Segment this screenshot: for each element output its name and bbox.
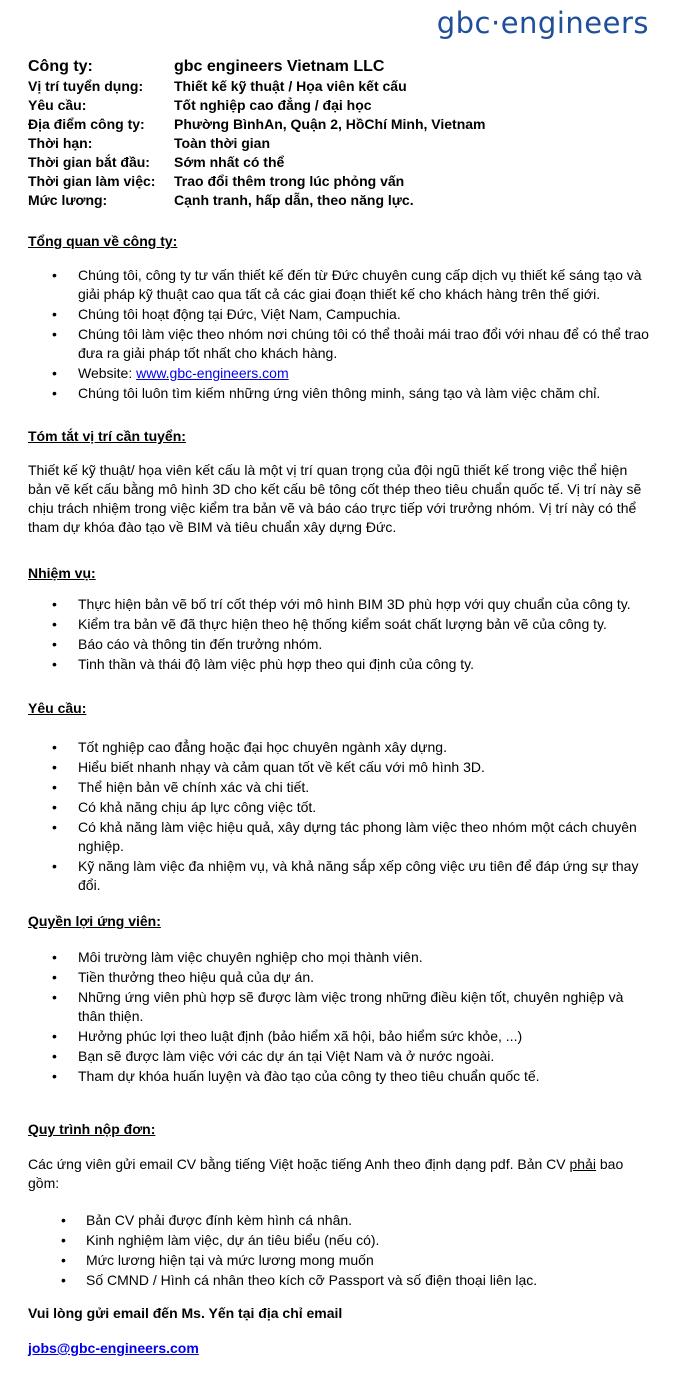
info-row-start	[28, 153, 486, 172]
list-item: • Kỹ năng làm việc đa nhiệm vụ, và khả năng sắp xếp công việc ưu tiên để đáp ứng sự thay đổi.	[28, 857, 653, 895]
list-item: • Môi trường làm việc chuyên nghiệp cho mọi thành viên.	[28, 948, 653, 967]
list-item: • Chúng tôi luôn tìm kiếm những ứng viên thông minh, sáng tạo và làm việc chăm chỉ.	[28, 384, 653, 403]
requirements-section	[28, 699, 653, 896]
info-label: Địa điểm công ty:	[28, 116, 145, 132]
list-item: • Chúng tôi, công ty tư vấn thiết kế đến từ Đức chuyên cung cấp dịch vụ thiết kế sáng tạo và giải pháp kỹ thuật cao qua tất cả các giai đoạn thiết kế cho khách hàng trên thế giới.	[28, 266, 653, 304]
section-heading: Tóm tắt vị trí cần tuyển:	[28, 428, 186, 444]
list-item: • Chúng tôi hoạt động tại Đức, Việt Nam, Campuchia.	[28, 305, 653, 324]
info-row-requirement	[28, 96, 486, 115]
info-row-position	[28, 77, 486, 96]
list-item: • Tiền thưởng theo hiệu quả của dự án.	[28, 968, 653, 987]
list-item: • Những ứng viên phù hợp sẽ được làm việc trong những điều kiện tốt, chuyên nghiệp và thân thiện.	[28, 988, 653, 1026]
info-value: Trao đổi thêm trong lúc phỏng vấn	[174, 173, 405, 189]
info-row-location	[28, 115, 486, 134]
intro-text-end: bao gồm:	[28, 1156, 624, 1191]
list-item: • Mức lương hiện tại và mức lương mong muốn	[28, 1251, 653, 1270]
section-heading: Tổng quan về công ty:	[28, 233, 178, 249]
list-item: • Kiểm tra bản vẽ đã thực hiện theo hệ thống kiểm soát chất lượng bản vẽ của công ty.	[28, 615, 653, 634]
email-link[interactable]: jobs@gbc-engineers.com	[28, 1340, 199, 1356]
info-label: Yêu cầu:	[28, 97, 87, 113]
section-heading: Nhiệm vụ:	[28, 565, 96, 581]
list-item: • Bạn sẽ được làm việc với các dự án tại Việt Nam và ở nước ngoài.	[28, 1047, 653, 1066]
duties-list	[28, 595, 653, 674]
application-section	[28, 1120, 653, 1358]
list-item: • Có khả năng làm việc hiệu quả, xây dựng tác phong làm việc theo nhóm một cách chuyên nghiệp.	[28, 818, 653, 856]
info-label: Vị trí tuyển dụng:	[28, 78, 144, 94]
info-value: Cạnh tranh, hấp dẫn, theo năng lực.	[174, 192, 414, 208]
info-label: Thời gian làm việc:	[28, 173, 156, 189]
contact-text: Vui lòng gửi email đến Ms. Yến tại địa chỉ email	[28, 1305, 343, 1321]
info-value: Thiết kế kỹ thuật / Họa viên kết cấu	[174, 78, 407, 94]
info-value: Phường BìnhAn, Quận 2, HồChí Minh, Vietnam	[174, 116, 486, 132]
info-label: Mức lương:	[28, 192, 108, 208]
info-label: Thời hạn:	[28, 135, 93, 151]
info-label: Thời gian bắt đầu:	[28, 154, 150, 170]
list-item: • Tốt nghiệp cao đẳng hoặc đại học chuyên ngành xây dựng.	[28, 738, 653, 757]
info-value: gbc engineers Vietnam LLC	[174, 58, 385, 75]
list-item: • Kinh nghiệm làm việc, dự án tiêu biểu (nếu có).	[28, 1231, 653, 1250]
duties-section	[28, 564, 653, 675]
section-heading: Quy trình nộp đơn:	[28, 1121, 156, 1137]
list-item: • Số CMND / Hình cá nhân theo kích cỡ Passport và số điện thoại liên lạc.	[28, 1271, 653, 1290]
job-info-table	[28, 56, 486, 210]
info-row-duration	[28, 134, 486, 153]
overview-list	[28, 266, 653, 403]
list-item: • Tham dự khóa huấn luyện và đào tạo của công ty theo tiêu chuẩn quốc tế.	[28, 1067, 653, 1086]
info-row-hours	[28, 172, 486, 191]
list-item: • Chúng tôi làm việc theo nhóm nơi chúng tôi có thể thoải mái trao đổi với nhau để có thể trao đưa ra giải pháp tốt nhất cho khách hàng.	[28, 325, 653, 363]
overview-section	[28, 232, 653, 404]
intro-underlined: phải	[569, 1156, 596, 1172]
info-row-salary	[28, 191, 486, 210]
section-heading: Quyền lợi ứng viên:	[28, 913, 161, 929]
info-value: Toàn thời gian	[174, 135, 271, 151]
info-row-company	[28, 56, 486, 77]
summary-text: Thiết kế kỹ thuật/ họa viên kết cấu là một vị trí quan trọng của đội ngũ thiết kế trong việc thể hiện bản vẽ kết cấu bằng mô hình 3D cho kết cấu bê tông cốt thép theo tiêu chuẩn quốc tế. Vị trí này sẽ chịu trách nhiệm trong việc kiểm tra bản vẽ và báo cáo trực tiếp với trưởng nhóm. Vị trí này có thể tham dự khóa đào tạo về BIM và tiêu chuẩn xây dựng Đức.	[28, 462, 642, 535]
info-label: Công ty:	[28, 58, 93, 75]
company-logo: gbc·engineers	[436, 6, 649, 40]
benefits-section	[28, 912, 653, 1087]
website-label: Website:	[78, 365, 137, 381]
list-item: • Hưởng phúc lợi theo luật định (bảo hiểm xã hội, bảo hiểm sức khỏe, ...)	[28, 1027, 653, 1046]
benefits-list	[28, 948, 653, 1086]
list-item: • Bản CV phải được đính kèm hình cá nhân.	[28, 1211, 653, 1230]
application-intro	[28, 1155, 653, 1193]
list-item: • Hiểu biết nhanh nhạy và cảm quan tốt về kết cấu với mô hình 3D.	[28, 758, 653, 777]
info-value: Tốt nghiệp cao đẳng / đại học	[174, 97, 372, 113]
requirements-list	[28, 738, 653, 895]
application-list	[28, 1211, 653, 1290]
list-item: • Tinh thần và thái độ làm việc phù hợp theo qui định của công ty.	[28, 655, 653, 674]
info-value: Sớm nhất có thể	[174, 154, 285, 170]
list-item: • Thực hiện bản vẽ bố trí cốt thép với mô hình BIM 3D phù hợp với quy chuẩn của công ty.	[28, 595, 653, 614]
section-heading: Yêu cầu:	[28, 700, 87, 716]
list-item: • Thể hiện bản vẽ chính xác và chi tiết.	[28, 778, 653, 797]
list-item: • Báo cáo và thông tin đến trưởng nhóm.	[28, 635, 653, 654]
intro-text: Các ứng viên gửi email CV bằng tiếng Việt hoặc tiếng Anh theo định dạng pdf. Bản CV	[28, 1156, 570, 1172]
summary-section	[28, 427, 653, 537]
website-link[interactable]: www.gbc-engineers.com	[136, 365, 289, 381]
list-item: • Có khả năng chịu áp lực công việc tốt.	[28, 798, 653, 817]
list-item	[28, 364, 653, 383]
